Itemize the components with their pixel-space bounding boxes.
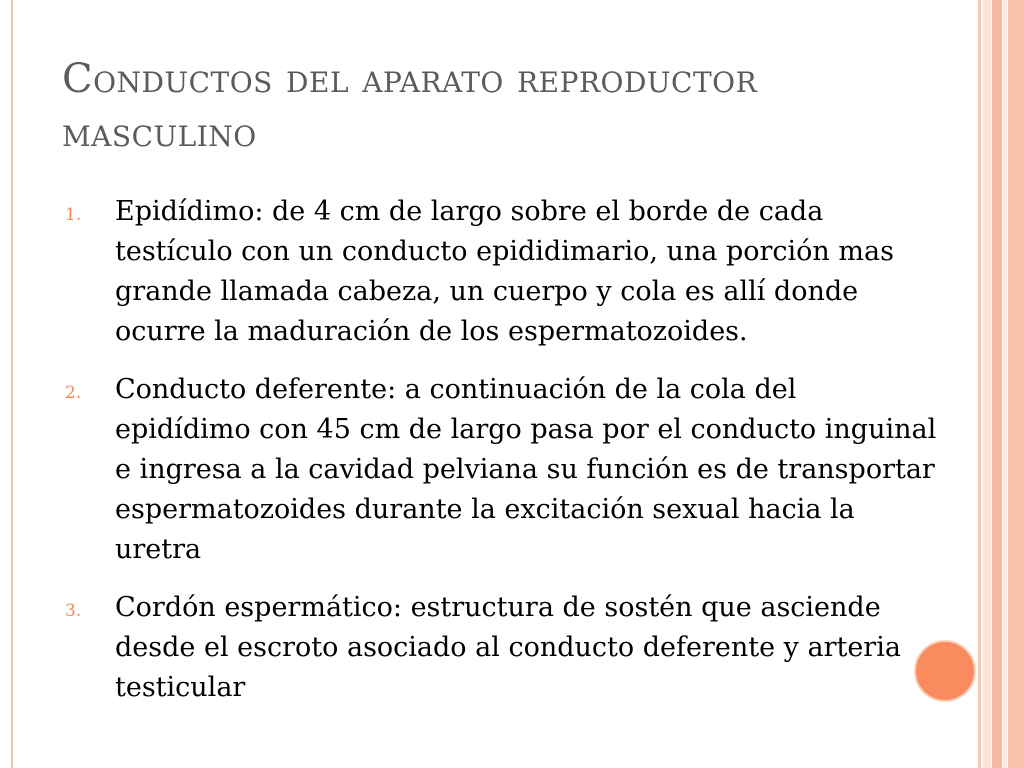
- list-item: [60, 370, 940, 570]
- content-list: [60, 192, 940, 726]
- right-decor-stripe: [1008, 0, 1024, 768]
- list-item-text: Cordón espermático: estructura de sostén que asciende desde el escroto asociado al conducto deferente y arteria testicular: [115, 592, 901, 703]
- list-item-text: Epidídimo: de 4 cm de largo sobre el borde de cada testículo con un conducto epididimario, una porción mas grande llamada cabeza, un cuerpo y cola es allí donde ocurre la maduración de los espermatozoides.: [115, 196, 894, 347]
- list-item: [60, 588, 940, 708]
- right-decor-stripe: [1003, 0, 1007, 768]
- list-item-number: 2.: [65, 383, 82, 403]
- right-decor-stripe: [978, 0, 981, 768]
- left-border-line: [11, 0, 13, 768]
- list-item-number: 1.: [65, 205, 82, 225]
- list-item-number: 3.: [65, 601, 82, 621]
- right-decor-stripe: [983, 0, 991, 768]
- slide-title: Conductos del aparato reproductor masculino: [62, 56, 758, 156]
- list-item: [60, 192, 940, 352]
- right-decor-stripe: [992, 0, 1002, 768]
- list-item-text: Conducto deferente: a continuación de la cola del epidídimo con 45 cm de largo pasa por el conducto inguinal e ingresa a la cavidad pelviana su función es de transportar espermatozoides durante la excitación sexual hacia la uretra: [115, 374, 937, 565]
